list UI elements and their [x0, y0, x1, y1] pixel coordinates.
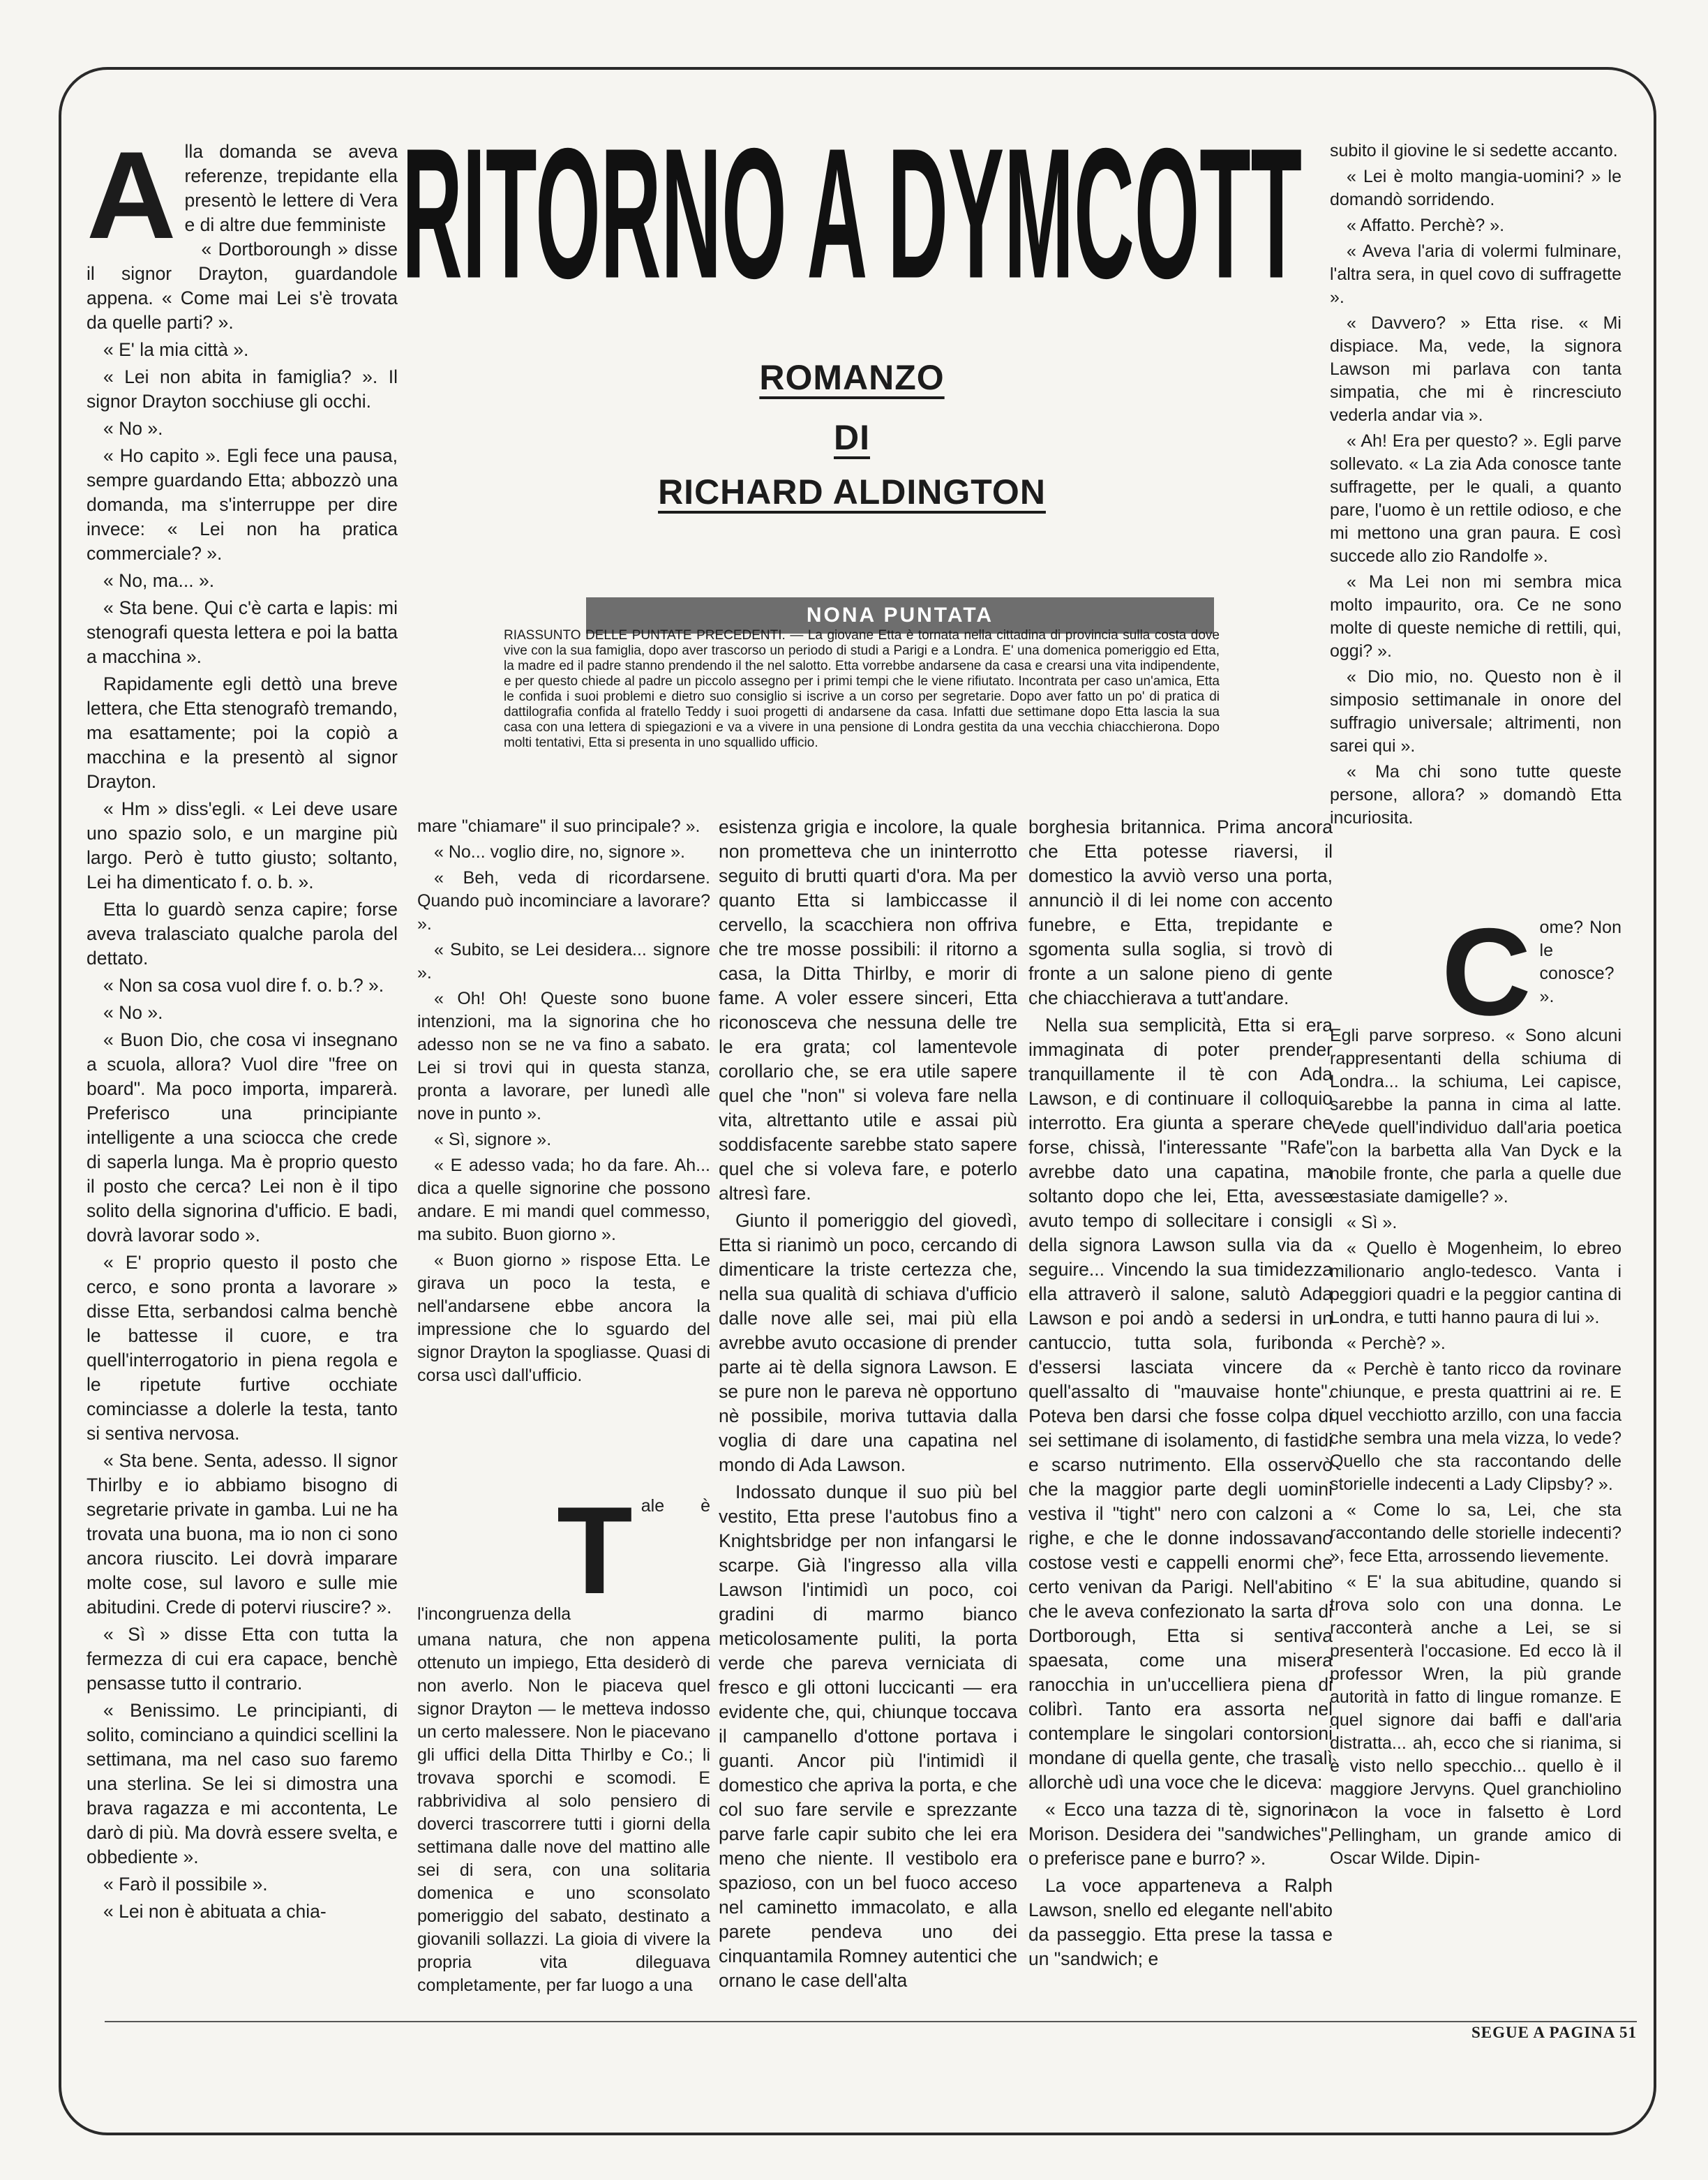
paragraph: « Come lo sa, Lei, che sta raccontando delle storielle indecenti? », fece Etta, arrossendo lievemente. [1330, 1500, 1621, 1567]
subtitle-di: DI [834, 418, 870, 457]
paragraph: « Lei è molto mangia-uomini? » le domandò sorridendo. [1330, 167, 1621, 209]
paragraph: umana natura, che non appena ottenuto un impiego, Etta desiderò di non averlo. Non le piaceva quel signor Drayton — le metteva indosso un certo malessere. Non le piacevano gli uffici della Ditta Thirlby e Co.; li trovava sporchi e scomodi. E rabbrividiva al solo pensiero di doverci trascorrere tutti i giorni della settimana dalle nove del mattino alle sei di sera, con una solitaria domenica e uno sconsolato pomeriggio del sabato, destinato a giovanili sollazzi. La gioia di vivere la propria vita dileguava completamente, per far luogo a una [417, 1630, 710, 1996]
paragraph: « Oh! Oh! Queste sono buone intenzioni, ma la signorina che ho adesso non se ne va fino a sabato. Lei si trovi qui in questa stanza, pronta a lavorare, per lunedì alle nove in punto ». [417, 989, 710, 1123]
column-2 [417, 815, 710, 2000]
paragraph: « Benissimo. Le principianti, di solito, cominciano a quindici scellini la settimana, ma nel caso suo faremo una sterlina. Se lei si dimostra una brava ragazza e mi accontenta, Le darò di più. Ma dovrà essere svelta, e obbediente ». [87, 1700, 398, 1867]
paragraph: « E' la sua abitudine, quando si trova solo con una donna. Le racconterà anche a Lei, se si presenterà l'occasione. Ed ecco là il professor Wren, la più grande autorità in fatto di lingue romanze. E quel signore dai baffi e dall'aria distratta... ah, ecco che si rianima, si è visto nello specchio... quello è il maggiore Jervyns. Quel granchiolino con la voce in falsetto è Lord Pellingham, un grande amico di Oscar Wilde. Dipin- [1330, 1572, 1621, 1869]
paragraph: « No, ma... ». [103, 570, 215, 591]
paragraph: lla domanda se aveva referenze, trepidante ella presentò le lettere di Vera e di altre due femministe [184, 141, 398, 235]
section-opening [1330, 902, 1621, 1041]
dropcap-a: A [87, 126, 177, 264]
paragraph: Giunto il pomeriggio del giovedì, Etta si rianimò un poco, cercando di dimenticare la triste certezza che, nella sua qualità di schiava d'ufficio dalle nove alle sei, mai più ella avrebbe avuto occasione di prender parte ai tè della signora Lawson. E se pure non le pareva nè opportuno nè possibile, moriva tuttavia dalla voglia di dare una capatina nel mondo di Ada Lawson. [719, 1210, 1017, 1475]
column-1 [87, 126, 398, 1927]
continued-on-page: SEGUE A PAGINA 51 [1471, 2024, 1637, 2041]
section-opening-text: ale è l'incongruenza della [417, 1496, 710, 1625]
article-title-graphic [399, 138, 1305, 306]
paragraph: « Ma Lei non mi sembra mica molto impaurito, ora. Ce ne sono molte di queste nemiche di rettili, qui, oggi? ». [1330, 572, 1621, 661]
section-opening [417, 1481, 710, 1626]
paragraph: « No ». [103, 1002, 163, 1023]
paragraph: « Perchè è tanto ricco da rovinare chiunque, e presta quattrini ai re. E quel vecchiotto arzillo, con una faccia che sembra una mela vizza, lo vede? Quello che sta raccontando delle storielle indecenti a Lady Clipsby? ». [1330, 1359, 1621, 1495]
paragraph: « Beh, veda di ricordarsene. Quando può incominciare a lavorare? ». [417, 868, 710, 934]
paragraph: « Buon Dio, che cosa vi insegnano a scuola, allora? Vuol dire "free on board". Ma poco importa, imparerà. Preferisco una principiante intelligente a una sciocca che crede di saperla lunga. Ma è proprio questo il posto che cerca? Lei non è il tipo solito della signorina d'ufficio. E badi, dovrà lavorar sodo ». [87, 1029, 398, 1246]
paragraph: « Sì ». [1347, 1213, 1398, 1233]
paragraph: « Non sa cosa vuol dire f. o. b.? ». [103, 975, 384, 996]
footer-rule [105, 2021, 1637, 2022]
paragraph: « Dortboroungh » disse il signor Drayton, guardandole appena. « Come mai Lei s'è trovata da quelle parti? ». [87, 239, 398, 333]
paragraph: Nella sua semplicità, Etta si era immaginata di poter prender tranquillamente il tè con Ada Lawson, e di continuare il colloquio interrotto. Era giunta a sperare che forse, chissà, l'interessante "Rafe" avrebbe dato una capatina, ma soltanto dopo che lei, Etta, avesse avuto tempo di sollecitare i consigli della signora Lawson sulla via da seguire... Vincendo la sua timidezza ella attraverò il salone, salutò Ada Lawson e poi andò a sedersi in un cantuccio, tutta sola, furibonda d'essersi lasciata vincere da quell'assalto di "mauvaise honte". Poteva ben darsi che fosse colpa di sei settimane di isolamento, di fastidi e scarso nutrimento. Ella osservò che la maggior parte degli uomini vestiva il "tight" nero con calzoni a righe, e che le donne indossavano costose vesti e cappelli enormi che certo venivan da Parigi. Nell'abitino che le aveva confezionato la sarta di Dortborough, Etta si sentiva spaesata, come una misera ranocchia in un'uccelliera piena di colibrì. Tanto era assorta nel contemplare le singolari contorsioni mondane di quella gente, che trasalì allorchè udì una voce che le diceva: [1028, 1015, 1333, 1793]
section-gap [417, 1390, 710, 1495]
paragraph: Etta lo guardò senza capire; forse aveva tralasciato qualche parola del dettato. [87, 899, 398, 969]
installment-banner: NONA PUNTATA [586, 597, 1214, 634]
dropcap-t: T [557, 1481, 633, 1620]
column-5 [1330, 140, 1621, 1873]
subtitle-romanzo: ROMANZO [759, 358, 945, 397]
paragraph: « Sta bene. Qui c'è carta e lapis: mi stenografi questa lettera e poi la batta a macchina ». [87, 597, 398, 667]
paragraph: « E' proprio questo il posto che cerco, e sono pronta a lavorare » disse Etta, serbandosi calma benchè le battesse il cuore, e tra quell'interrogatorio in piena regola e le ripetute furtive occhiate cominciasse a dolerle la testa, tanto si sentiva nervosa. [87, 1252, 398, 1444]
paragraph: « Hm » diss'egli. « Lei deve usare uno spazio solo, e un margine più largo. Però è tutto giusto; soltanto, Lei ha dimenticato f. o. b. ». [87, 798, 398, 893]
paragraph: « Farò il possibile ». [103, 1874, 268, 1895]
paragraph: « Perchè? ». [1347, 1334, 1446, 1354]
paragraph: Rapidamente egli dettò una breve lettera, che Etta stenografò tremando, ma esattamente; poi la copiò a macchina e la presentò al signor Drayton. [87, 673, 398, 792]
paragraph: borghesia britannica. Prima ancora che Etta potesse riaversi, il domestico la avviò verso una porta, annunciò il di lei nome con accento funebre, e Etta, trepidante e sgomenta sulla soglia, si trovò di fronte a un salone pieno di gente che chiacchierava a tutt'andare. [1028, 816, 1333, 1008]
subtitle-author: RICHARD ALDINGTON [658, 472, 1046, 512]
paragraph: « Ecco una tazza di tè, signorina Morison. Desidera dei "sandwiches", o preferisce pane e burro? ». [1028, 1799, 1333, 1869]
section-opening-text: ome? Non le conosce? ». [1539, 918, 1621, 1006]
paragraph: « Dio mio, no. Questo non è il simposio settimanale in onore del suffragio universale; altrimenti, non sarei qui ». [1330, 667, 1621, 756]
column-4 [1028, 815, 1333, 1974]
paragraph: Egli parve sorpreso. « Sono alcuni rappresentanti della schiuma di Londra... la schiuma, Lei capisce, sarebbe la panna in cima al latte. Vede quell'individuo dall'aria poetica con la barbetta alla Van Dyck e la nobile fronte, che parla a quelle due estasiate damigelle? ». [1330, 1026, 1621, 1207]
paragraph: « E adesso vada; ho da fare. Ah... dica a quelle signorine che possono andare. E mi mandi quel commesso, ma subito. Buon giorno ». [417, 1156, 710, 1244]
paragraph: « Ah! Era per questo? ». Egli parve sollevato. « La zia Ada conosce tante suffragette, per le quali, a quanto pare, l'uomo è un rettile odioso, e che mi mettono una gran paura. E così succede allo zio Randolfe ». [1330, 431, 1621, 566]
paragraph: « No... voglio dire, no, signore ». [434, 842, 685, 862]
paragraph: mare "chiamare" il suo principale? ». [417, 816, 701, 836]
paragraph: « Aveva l'aria di volermi fulminare, l'altra sera, in quel covo di suffragette ». [1330, 241, 1621, 307]
paragraph: « Ma chi sono tutte queste persone, allora? » domandò Etta incuriosita. [1330, 762, 1621, 828]
paragraph: « Lei non abita in famiglia? ». Il signor Drayton socchiuse gli occhi. [87, 366, 398, 412]
paragraph: « Sta bene. Senta, adesso. Il signor Thirlby e io abbiamo bisogno di segretarie private in gamba. Lui ne ha trovata una buona, ma io non ci sono ancora riuscito. Lei dovrà imparare molte cose, sul lavoro e sulle mie abitudini. Crede di potervi riuscire? ». [87, 1450, 398, 1618]
column-3 [719, 815, 1017, 1996]
paragraph: La voce apparteneva a Ralph Lawson, snello ed elegante nell'abito da passeggio. Etta prese la tassa e un "sandwich; e [1028, 1875, 1333, 1969]
paragraph: « E' la mia città ». [103, 339, 249, 360]
paragraph: « Lei non è abituata a chia- [103, 1901, 327, 1922]
previous-installments-summary: RIASSUNTO DELLE PUNTATE PRECEDENTI. — La giovane Etta è tornata nella cittadina di provincia sulla costa dove vive con la sua famiglia, dopo aver trascorso un periodo di studi a Parigi e a Londra. E' una domenica pomeriggio ed Etta, la madre ed il padre stanno prendendo il the nel salotto. Etta vorrebbe andarsene da casa e crearsi una vita indipendente, e per questo chiede al padre un piccolo assegno per i primi tempi che le viene rifiutato. Incontrata per caso un'amica, Etta le confida i suoi problemi e dietro suo consiglio si iscrive a un corso per segretarie. Dopo aver fatto un po' di pratica di dattilografia confida al fratello Teddy i suoi progetti di andarsene da casa. Infatti due settimane dopo Etta lascia la sua casa con una lettera di spiegazioni e va a vivere in una pensione di Londra gestita da una vecchia chiacchierona. Dopo molti tentativi, Etta si presenta in uno squallido ufficio. [504, 628, 1220, 750]
paragraph: subito il giovine le si sedette accanto. [1330, 141, 1618, 160]
paragraph: « Buon giorno » rispose Etta. Le girava un poco la testa, e nell'andarsene ebbe ancora la impressione che lo sguardo del signor Drayton la spogliasse. Quasi di corsa uscì dall'ufficio. [417, 1250, 710, 1385]
paragraph: « Davvero? » Etta rise. « Mi dispiace. Ma, vede, la signora Lawson mi parlava con tanta simpatia, che mi è rincresciuto vederla andar via ». [1330, 313, 1621, 425]
paragraph: « Subito, se Lei desidera... signore ». [417, 940, 710, 983]
article-title [399, 138, 1305, 306]
paragraph: « Sì » disse Etta con tutta la fermezza di cui era capace, benchè pensasse tutto il contrario. [87, 1624, 398, 1694]
dropcap-c: C [1441, 902, 1531, 1041]
paragraph: esistenza grigia e incolore, la quale non prometteva che un ininterrotto seguito di brutti quarti d'ora. Ma per quanto Etta si lambiccasse il cervello, la scacchiera non offriva che tre mosse possibili: il ritorno a casa, la Ditta Thirlby, e morir di fame. A voler essere sinceri, Etta riconosceva che nessuna delle tre le era grata; col lamentevole corollario che, se era utile sapere quel che "non" si voleva fare nella vita, altrettanto utile e assai più soddisfacente sarebbe stato sapere quel che si voleva fare, e poterlo altresì fare. [719, 816, 1017, 1204]
paragraph: « Ho capito ». Egli fece una pausa, sempre guardando Etta; abbozzò una domanda, ma s'interruppe per dire invece: « Lei non ha pratica commerciale? ». [87, 445, 398, 564]
paragraph: « No ». [103, 418, 163, 439]
paragraph: « Quello è Mogenheim, lo ebreo milionario anglo-tedesco. Vanta i peggiori quadri e la peggior cantina di Londra, e tutti hanno paura di lui ». [1330, 1239, 1621, 1328]
paragraph: « Affatto. Perchè? ». [1347, 216, 1505, 235]
paragraph: « Sì, signore ». [434, 1130, 552, 1149]
article-title-text: RITORNO A DYMCOTT [401, 138, 1303, 306]
paragraph: Indossato dunque il suo più bel vestito, Etta prese l'autobus fino a Knightsbridge per non infangarsi le scarpe. Già l'ingresso alla villa Lawson l'intimidì un poco, coi gradini di marmo bianco meticolosamente puliti, la porta verde che pareva verniciata di fresco e gli ottoni luccicanti — era evidente che, qui, chiunque toccava il campanello d'ottone portava i guanti. Ancor più l'intimidì il domestico che apriva la porta, e che col suo fare servile e sprezzante parve farle capir subito che lei era meno che niente. Il vestibolo era spazioso, con un bel fuoco acceso nel caminetto immacolato, e alla parete pendeva uno dei cinquantamila Romney autentici che ornano le case dell'alta [719, 1481, 1017, 1991]
